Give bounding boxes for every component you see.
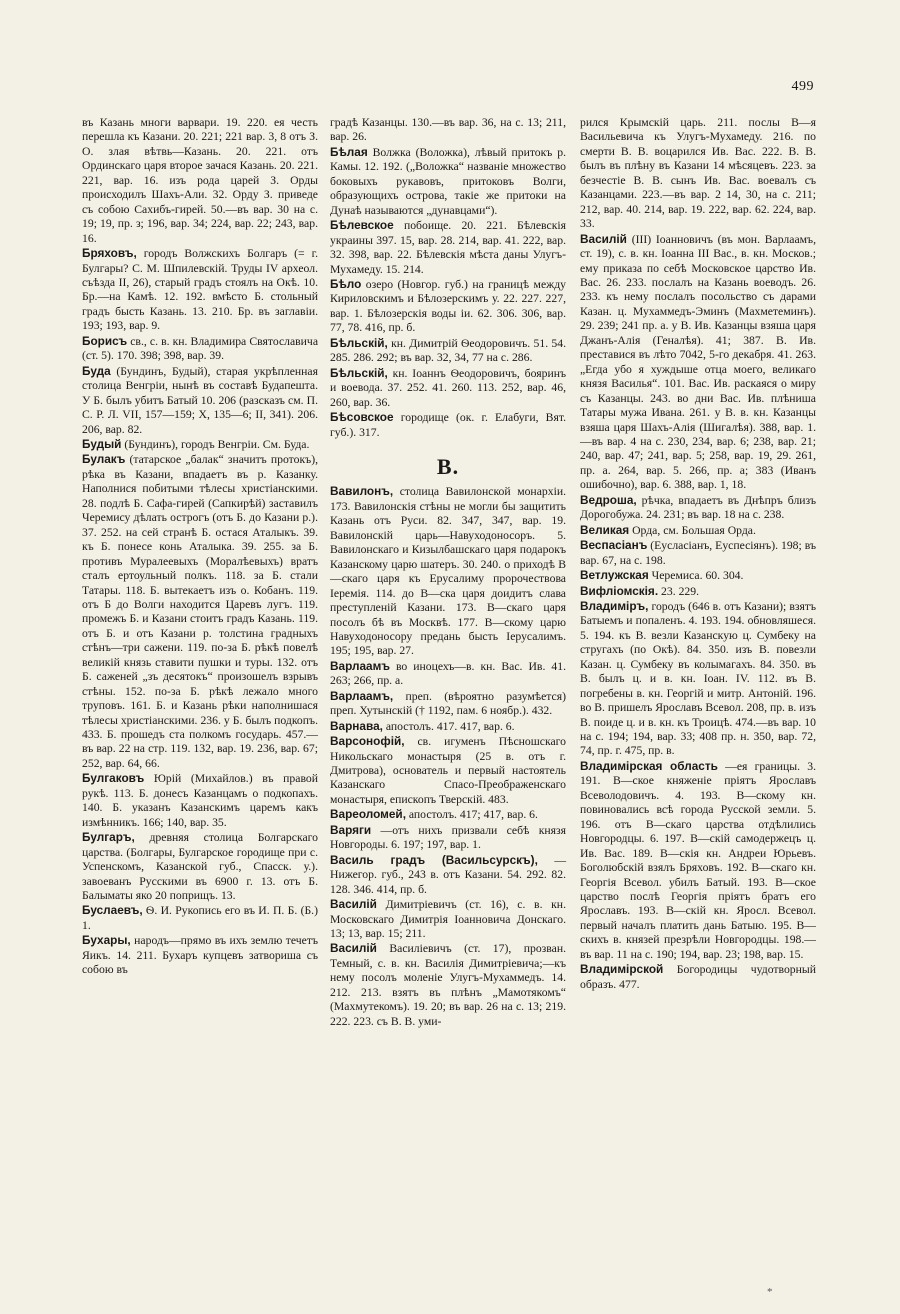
dictionary-entry — [330, 897, 566, 941]
entry-headword: Ветлужская — [580, 568, 649, 583]
entry-headword: Владимірская область — [580, 758, 718, 773]
entry-text: (Бундинъ, Будый), старая укрѣпленная столица Венгріи, нынѣ въ составѣ Будапешта. У Б. былъ убитъ Батый 10. 206 (разсказъ см. П. С. Р. Л. VII, 157—159; X, 135—6; II, 341). 206. 206, вар. 82. — [82, 364, 318, 436]
entry-text: апостолъ. 417. 417, вар. 6. — [385, 719, 515, 733]
entry-headword: Варсонофій, — [330, 734, 405, 749]
entry-text: Богородицы чудотворный образъ. 477. — [580, 963, 817, 991]
entry-headword: Василій — [580, 231, 627, 246]
entry-headword: Бѣсовское — [330, 410, 394, 425]
entry-text: во иноцехъ—в. кн. Вас. Ив. 41. 263; 266, пр. а. — [330, 659, 567, 688]
dictionary-entry — [580, 232, 816, 493]
entry-text: Юрій (Михайлов.) въ правой рукѣ. 113. Б. донесъ Казанцамъ о подкопахъ. 140. Б. указанъ Казанскимъ царемъ какъ измѣнникъ. 166; 140, вар. 35. — [82, 772, 319, 829]
dictionary-entry — [330, 484, 566, 658]
column-2 — [330, 116, 566, 1029]
entry-headword: Владиміръ, — [580, 598, 649, 613]
entry-headword: Варлаамъ, — [330, 688, 394, 703]
entry-headword: Булгаръ, — [82, 830, 135, 845]
entry-headword: Василь градъ (Васильсурскъ), — [330, 852, 538, 867]
entry-text: св., с. в. кн. Владимира Святославича (ст. 5). 170. 398; 398, вар. 39. — [82, 334, 319, 363]
dictionary-entry — [330, 719, 566, 734]
entry-text: въ Казань многи варвари. 19. 220. ея честь перешла къ Казани. 20. 221; 221 вар. 3, 8 отъ З. О. злая вѣтвь—Казань. 20. 221. отъ Ординскаго царя второе зачася Казань. 20. 221. 221, вар. 16. изъ рода царей З. Орды происходилъ Шахъ-Али. 32. Орду З. приведе съ собою Сахибъ-гирей. 50.—въ вар. 30 на с. 19; 19, пр. з; 196, вар. 34; 224, вар. 22; 243, вар. 16. — [82, 116, 318, 245]
dictionary-entry — [580, 759, 816, 962]
dictionary-entry — [330, 277, 566, 336]
entry-text: 23. 229. — [661, 584, 700, 598]
entry-text: рѣчка, впадаетъ въ Днѣпръ близъ Дорогобужа. 24. 231; въ вар. 18 на с. 238. — [580, 493, 816, 522]
dictionary-entry — [82, 437, 318, 452]
dictionary-entry — [580, 493, 816, 523]
text-columns — [82, 116, 820, 1301]
entry-headword: Василій — [330, 897, 377, 912]
dictionary-entry — [580, 538, 816, 568]
entry-headword: Вавилонъ, — [330, 484, 394, 499]
entry-text: Волжка (Воложка), лѣвый притокъ р. Камы. 12. 192. („Воложка“ названіе множество боковыхъ рукавовъ, притоковъ Волги, образующихъ острова, такіе же притоки на Дунаѣ называются „дунавцами“). — [330, 145, 566, 217]
dictionary-entry — [330, 659, 566, 689]
entry-headword: Ведроша, — [580, 492, 637, 507]
entry-text: городище (ок. г. Елабуги, Вят. губ.). 317. — [330, 411, 566, 439]
section-letter: В. — [436, 453, 460, 479]
entry-text: Ѳ. И. Рукопись его въ И. П. Б. (Б.) 1. — [82, 904, 318, 932]
entry-headword: Булгаковъ — [82, 771, 145, 786]
entry-headword: Варяги — [330, 822, 372, 837]
entry-text: озеро (Новгор. губ.) на границѣ между Кириловскимъ и Бѣлозерскимъ у. 22. 227. 227, вар. 1. Бѣлозерскія воды іи. 62. 306. 306, вар. 77, 78. 416, пр. б. — [330, 277, 567, 335]
entry-text: (Бундинъ), городъ Венгріи. См. Буда. — [124, 437, 310, 451]
entry-text: Черемиса. 60. 304. — [651, 569, 744, 583]
entry-headword: Бѣльскій, — [330, 365, 388, 380]
page-number: 499 — [791, 79, 814, 94]
entry-text: Димитріевичъ (ст. 16), с. в. кн. Московскаго Димитрія Іоанновича Донскаго. 13; 13, вар. 15; 211. — [330, 898, 566, 941]
entry-headword: Варнава, — [330, 718, 383, 733]
dictionary-entry — [82, 771, 318, 830]
dictionary-entry — [330, 853, 566, 897]
entry-text: древняя столица Болгарскаго царства. (Болгары, Булгарское городище при с. Успенскомъ, Казанской губ., Спасск. у.). завоеванъ Русскими въ 6900 г. 13. отъ Б. Балыматы яко 20 поприщъ. 13. — [82, 831, 318, 903]
dictionary-entry — [330, 218, 566, 277]
dictionary-entry — [330, 689, 566, 719]
entry-headword: Буслаевъ, — [82, 903, 143, 918]
dictionary-entry — [82, 334, 318, 364]
entry-text: (Еусласіанъ, Еуспесіянъ). 198; въ вар. 67, на с. 198. — [580, 539, 816, 567]
dictionary-entry — [82, 246, 318, 334]
entry-headword: Варлаамъ — [330, 658, 390, 673]
entry-headword: Владимірской — [580, 962, 664, 977]
entry-headword: Бряховъ, — [82, 246, 137, 261]
dictionary-entry — [330, 410, 566, 440]
entry-headword: Буда — [82, 363, 111, 378]
dictionary-entry — [330, 823, 566, 853]
dictionary-entry — [580, 523, 816, 538]
dictionary-entry — [82, 903, 318, 933]
dictionary-entry — [82, 933, 318, 977]
dictionary-entry — [580, 584, 816, 599]
entry-headword: Вареоломей, — [330, 807, 406, 822]
entry-text: рился Крымскій царь. 211. послы В—я Васильевича къ Улугъ-Мухамеду. 216. по смерти В. В. воцарился Ив. Вас. 222. В. В. былъ въ плѣну въ Казани 14 мѣсяцевъ. 223. за безчестіе В. В. сынъ Ив. Вас. воевалъ съ Казанцами. 223.—въ вар. 2 14, 30, на с. 211; 212, вар. 40. 214, вар. 19. 222, вар. 62. 224, вар. 33. — [580, 116, 816, 231]
dictionary-entry — [330, 116, 566, 145]
entry-text: Василіевичъ (ст. 17), прозван. Темный, с. в. кн. Василія Димитріевича;—къ нему посолъ моленіе Улугъ-Мухаммедъ. 14. 212. 213. взятъ въ плѣнъ „Мамотякомъ“ (Махмутекомъ). 19. 20; въ вар. 26 на с. 13; 219. 222. 223. съ В. В. уми- — [330, 942, 567, 1028]
entry-headword: Великая — [580, 522, 630, 537]
entry-text: побоище. 20. 221. Бѣлевскія украины 397. 15, вар. 28. 214, вар. 41. 222, вар. 32. 398, вар. 22. Бѣлевскія мѣста даны Улугъ-Мухамеду. 15. 214. — [330, 219, 566, 276]
entry-headword: Вифліомскія. — [580, 583, 659, 598]
entry-text: городъ (646 в. отъ Казани); взятъ Батыемъ и попаленъ. 4. 193. 194. обновляшеся. 5. 194. къ В. везли Казанскую ц. Сумбеку на стругахъ (по Окѣ). 84. 350. изъ В. повезли Казан. ц. Сумбеку въ колымагахъ. 84. 350. въ В. былъ ц. и в. кн. Іоан. IV. 112. въ В. погребены в. кн. Георгій и митр. Антоній. 196. во В. пришелъ Ярославъ Всевол. 208, пр. в. изъ В. поиде ц. и в. кн. къ Троицѣ. 474.—въ вар. 10 на с. 194; 194, вар. 33; 408 пр. н. 350, вар. 72, 74, пр. г. 475, пр. в. — [580, 599, 816, 758]
dictionary-entry — [580, 599, 816, 759]
entry-text: народъ—прямо въ ихъ землю течетъ Яикъ. 14. 211. Бухаръ купцевъ затвориша съ собою въ — [82, 934, 319, 977]
entry-text: (III) Іоанновичъ (въ мон. Варлаамъ, ст. 19), с. в. кн. Іоанна III Вас., в. кн. Москов.; ему приказа по себѣ Московское царство Ив. Вас. 26. 233. послалъ на Казань воеводъ. 26. 233. къ нему послалъ посольство съ дарами Казан. ц. Мухаммедъ-Эминъ (Махметеминъ). 29. 239; 241 пр. а. у В. Ив. Казанцы взяша царя Джанъ-Алія (Геналѣя). 41; 387. В. Ив. преставися въ лѣто 7042, 5-го декабря. 41. 263. „Егда убо я хуждыше отца моего, великаго князя Василья“. 101. Вас. Ив. раскаяся о миру съ Казанцы. 243. во дни Вас. Ив. плѣниша Татары мужа Ивана. 261. у В. в. кн. Казанцы взяша царя Шахъ-Алія (Шигалѣя). 388, вар. 1.—въ вар. 4 на с. 230, 234, вар. 6; 238, вар. 21; 240, вар. 47; 241, вар. 5; 258, вар. 19, 29. 261, пр. а. 264, вар. 5. 266, пр. а; 383 (Иванъ ошибочно), вар. 6. 388, вар. 1, 18. — [580, 232, 816, 492]
entry-text: —Нижегор. губ., 243 в. отъ Казани. 54. 292. 82. 128. 346. 414, пр. б. — [330, 853, 567, 896]
entry-headword: Василій — [330, 941, 377, 956]
dictionary-entry — [580, 116, 816, 232]
dictionary-entry — [580, 962, 816, 992]
entry-headword: Бѣлая — [330, 144, 368, 159]
entry-headword: Бѣльскій, — [330, 335, 388, 350]
entry-text: столица Вавилонской монархіи. 173. Вавилонскія стѣны не могли бы защитить Казань отъ Руси. 82. 347, 347, вар. 19. Вавилонскій царь—Навуходоносоръ. 5. Вавилонскаго и Кизылбашскаго царя подарокъ Казанскому царю шатеръ. 30. 240. о приходѣ В—скаго царя къ Ерусалиму пророчествова Іеремія. 114. до В—ска царя доидитъ слава преступленій Казани. 173. В—скаго царя посолъ бѣ въ Москвѣ. 177. В—скому царю Навуходоносору предань бысть Іерусалимъ. 195; 195, вар. 27. — [330, 485, 566, 658]
dictionary-entry — [82, 452, 318, 771]
entry-text: Орда, см. Большая Орда. — [632, 523, 756, 537]
entry-text: (татарское „балак“ значитъ протокъ), рѣка въ Казани, впадаетъ въ р. Казанку. Наполнися побитыми тѣлесы христіанскими. 28. подлѣ Б. Сафа-гирей (Сапкирѣй) заставилъ Черемису дѣлать острогъ (отъ Б. до Казани р.). 37. 252. на сей странѣ Б. остася Аталыкъ. 39. къ Б. понесе конь Аталыка. 39. 255. за Б. противъ Муралеевыхъ (Моралѣевыхъ) вратъ сталъ ертоульный полкъ. 118. за Б. стали Татары. 118. Б. вытекаетъ изъ о. Кобанъ. 119. отъ Б до Волги находится Царевъ лугъ. 119. промежъ Б. и Казани стоитъ градъ Казань. 119. отъ Б. и отъ Казани р. толстина градныхъ стѣнъ—три сажени. 119. по-за Б. рѣкѣ повелѣ великій князь ставити пушки и туры. 132. отъ Б. саженей „зъ десятокъ“ произошелъ взрывъ стѣны. 152. по-за Б. рѣкѣ лежало много труповъ. 161. Б. и Казань рѣки наполнишася тѣлесы христіанскими. 236. у Б. былъ подкопъ. 433. Б. прошедъ ста полкомъ государь. 457.—въ вар. 22 на стр. 119. 132, вар. 19. 236, вар. 67; 252, вар. 64, 66. — [82, 453, 319, 770]
column-1 — [82, 116, 318, 978]
entry-headword: Бухары, — [82, 933, 131, 948]
dictionary-entry — [330, 366, 566, 410]
entry-text: преп. (вѣроятно разумѣется) преп. Хутынскій († 1192, пам. 6 ноябр.). 432. — [330, 689, 566, 718]
dictionary-entry — [580, 568, 816, 583]
entry-text: св. игуменъ Пѣсношскаго Никольскаго монастыря (25 в. отъ г. Дмитрова), основатель и первый настоятель Казанскаго Спасо-Преображенскаго монастыря, епископъ Тверскій. 483. — [330, 735, 566, 806]
dictionary-entry — [330, 336, 566, 366]
dictionary-entry — [330, 941, 566, 1029]
entry-headword: Борисъ — [82, 333, 128, 348]
dictionary-entry — [82, 364, 318, 437]
entry-headword: Булакъ — [82, 452, 126, 467]
entry-text: —ея границы. 3. 191. В—ское княженіе пріятъ Ярославъ Всеволодовичъ. 4. 193. В—скому кн. повиновались всѣ города Русской земли. 5. 196. отъ В—скаго царства отдѣлились Новгородцы. 6. 197. В—скій самодержецъ ц. Ив. Вас. 189. В—скія кн. Андреи Юрьевъ. Боголюбскій взялъ Бряховъ. 192. В—скаго кн. Георгія Всевол. убилъ Батый. 193. В—ское царство послѣ Георгія пріятъ братъ его Ярославъ. 193. В—скій кн. Яросл. Всевол. первый началъ платить дань Батыю. 195. В—скихъ в. князей презрѣли Новгородцы. 198.—въ вар. 11 на с. 190; 194, вар. 23; 198, вар. 15. — [580, 759, 817, 961]
entry-text: апостолъ. 417; 417, вар. 6. — [408, 808, 538, 822]
entry-text: кн. Іоаннъ Ѳеодоровичъ, бояринъ и воевода. 37. 252. 41. 260. 113. 252, вар. 46, 260, вар. 36. — [330, 366, 566, 409]
dictionary-entry — [330, 145, 566, 218]
entry-headword: Бѣлевское — [330, 218, 394, 233]
entry-headword: Будый — [82, 436, 122, 451]
entry-headword: Бѣло — [330, 276, 362, 291]
entry-headword: Веспасіанъ — [580, 538, 648, 553]
dictionary-entry — [82, 830, 318, 903]
dictionary-entry — [330, 807, 566, 822]
footer-mark: * — [767, 1286, 773, 1298]
column-3 — [580, 116, 816, 992]
entry-text: —отъ нихъ призвали себѣ князя Новгороды. 6. 197; 197, вар. 1. — [330, 823, 567, 852]
entry-text: кн. Димитрій Ѳеодоровичъ. 51. 54. 285. 286. 292; въ вар. 32, 34, 77 на с. 286. — [330, 336, 567, 365]
entry-text: городъ Волжскихъ Болгаръ (= г. Булгары? С. М. Шпилевскій. Труды IV археол. съѣзда II, 26), старый градъ стоялъ на Окѣ. 10. Бр.—на Камѣ. 12. 192. вмѣсто Б. стольный градъ бысть Казань. 13. 210. Бр. въ заглавіи. 193; 193, вар. 9. — [82, 247, 318, 333]
dictionary-entry — [330, 734, 566, 807]
dictionary-entry — [82, 116, 318, 246]
entry-text: градѣ Казанцы. 130.—въ вар. 36, на с. 13; 211, вар. 26. — [330, 116, 566, 144]
